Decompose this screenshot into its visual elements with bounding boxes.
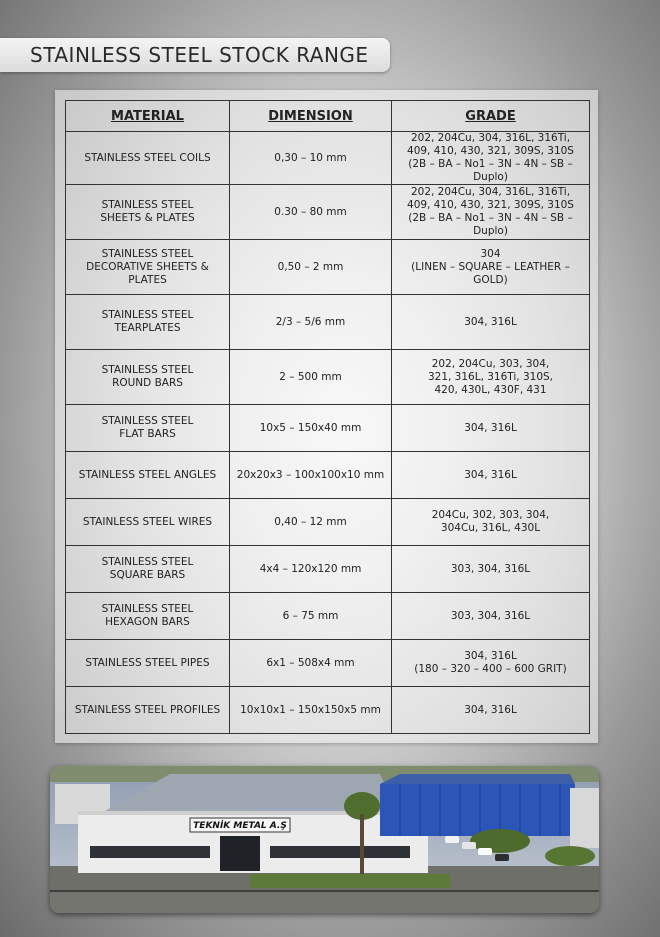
- grade-cell: 304 (LINEN – SQUARE – LEATHER – GOLD): [392, 240, 590, 295]
- grade-cell: 303, 304, 316L: [392, 593, 590, 640]
- table-row: [66, 350, 590, 405]
- material-cell: STAINLESS STEEL COILS: [66, 132, 230, 185]
- grade-cell: 304, 316L (180 – 320 – 400 – 600 GRIT): [392, 640, 590, 687]
- material-cell: STAINLESS STEEL FLAT BARS: [66, 405, 230, 452]
- material-cell: STAINLESS STEEL SQUARE BARS: [66, 546, 230, 593]
- material-cell: STAINLESS STEEL PIPES: [66, 640, 230, 687]
- dimension-cell: 4x4 – 120x120 mm: [230, 546, 392, 593]
- material-cell: STAINLESS STEEL ROUND BARS: [66, 350, 230, 405]
- table-row: [66, 546, 590, 593]
- table-row: [66, 295, 590, 350]
- table-row: [66, 185, 590, 240]
- grade-cell: 303, 304, 316L: [392, 546, 590, 593]
- grade-cell: 304, 316L: [392, 405, 590, 452]
- factory-photo: [50, 766, 599, 913]
- material-cell: STAINLESS STEEL HEXAGON BARS: [66, 593, 230, 640]
- grade-cell: 202, 204Cu, 304, 316L, 316Ti, 409, 410, 430, 321, 309S, 310S (2B – BA – No1 – 3N – 4N – SB – Duplo): [392, 185, 590, 240]
- table-row: [66, 593, 590, 640]
- dimension-cell: 10x5 – 150x40 mm: [230, 405, 392, 452]
- table-row: [66, 499, 590, 546]
- table-row: [66, 687, 590, 734]
- dimension-cell: 6x1 – 508x4 mm: [230, 640, 392, 687]
- dimension-cell: 20x20x3 – 100x100x10 mm: [230, 452, 392, 499]
- header-dimension: DIMENSION: [230, 101, 392, 132]
- material-cell: STAINLESS STEEL SHEETS & PLATES: [66, 185, 230, 240]
- dimension-cell: 0,30 – 10 mm: [230, 132, 392, 185]
- factory-building-illustration: [50, 766, 599, 913]
- header-material: MATERIAL: [66, 101, 230, 132]
- material-cell: STAINLESS STEEL DECORATIVE SHEETS & PLATES: [66, 240, 230, 295]
- dimension-cell: 6 – 75 mm: [230, 593, 392, 640]
- table-row: [66, 405, 590, 452]
- header-grade: GRADE: [392, 101, 590, 132]
- material-cell: STAINLESS STEEL WIRES: [66, 499, 230, 546]
- dimension-cell: 0,40 – 12 mm: [230, 499, 392, 546]
- table-row: [66, 640, 590, 687]
- material-cell: STAINLESS STEEL ANGLES: [66, 452, 230, 499]
- dimension-cell: 10x10x1 – 150x150x5 mm: [230, 687, 392, 734]
- grade-cell: 202, 204Cu, 303, 304, 321, 316L, 316Ti, 310S, 420, 430L, 430F, 431: [392, 350, 590, 405]
- grade-cell: 202, 204Cu, 304, 316L, 316Ti, 409, 410, 430, 321, 309S, 310S (2B – BA – No1 – 3N – 4N – SB – Duplo): [392, 132, 590, 185]
- dimension-cell: 2/3 – 5/6 mm: [230, 295, 392, 350]
- material-cell: STAINLESS STEEL PROFILES: [66, 687, 230, 734]
- table-header-row: [66, 101, 590, 132]
- grade-cell: 204Cu, 302, 303, 304, 304Cu, 316L, 430L: [392, 499, 590, 546]
- grade-cell: 304, 316L: [392, 687, 590, 734]
- grade-cell: 304, 316L: [392, 295, 590, 350]
- page-title: STAINLESS STEEL STOCK RANGE: [30, 43, 369, 67]
- stock-table-panel: [55, 90, 598, 743]
- table-row: [66, 452, 590, 499]
- grade-cell: 304, 316L: [392, 452, 590, 499]
- material-cell: STAINLESS STEEL TEARPLATES: [66, 295, 230, 350]
- table-row: [66, 240, 590, 295]
- dimension-cell: 2 – 500 mm: [230, 350, 392, 405]
- dimension-cell: 0.30 – 80 mm: [230, 185, 392, 240]
- table-row: [66, 132, 590, 185]
- company-sign-text: TEKNİK METAL A.Ş: [193, 821, 287, 831]
- dimension-cell: 0,50 – 2 mm: [230, 240, 392, 295]
- stock-range-table: [65, 100, 590, 734]
- title-banner: [0, 38, 390, 72]
